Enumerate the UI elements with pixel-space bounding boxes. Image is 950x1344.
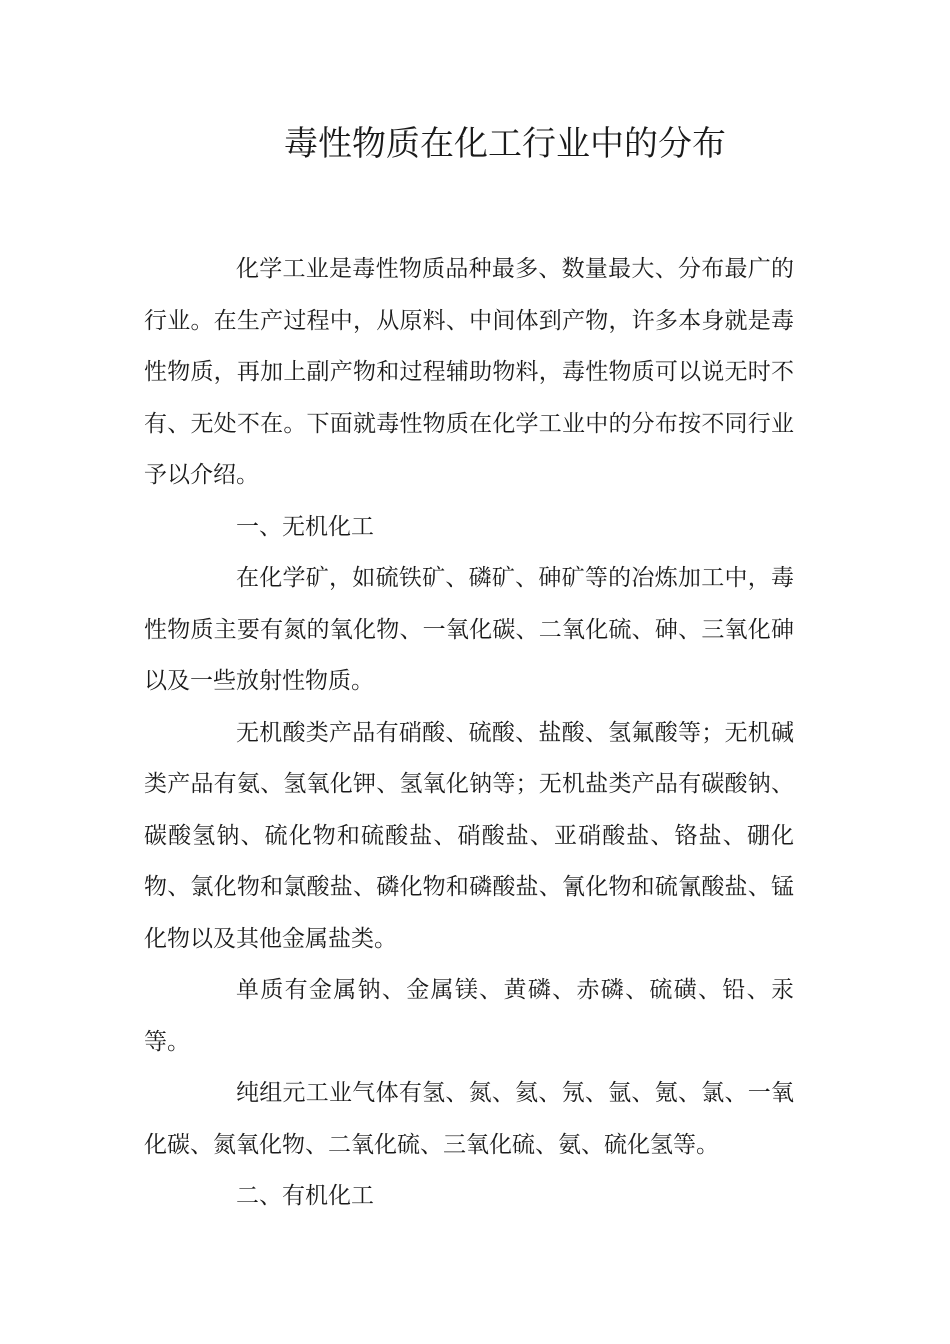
document-title: 毒性物质在化工行业中的分布 bbox=[284, 124, 726, 164]
paragraph-chemical-ore: 在化学矿，如硫铁矿、磷矿、砷矿等的冶炼加工中，毒性物质主要有氮的氧化物、一氧化碳、二氧化硫、砷、三氧化砷以及一些放射性物质。 bbox=[144, 565, 794, 694]
paragraph-inorganic-products: 无机酸类产品有硝酸、硫酸、盐酸、氢氟酸等；无机碱类产品有氨、氢氧化钾、氢氧化钠等；无机盐类产品有碳酸钠、碳酸氢钠、硫化物和硫酸盐、硝酸盐、亚硝酸盐、铬盐、硼化物、氯化物和氯酸盐、磷化物和磷酸盐、氰化物和硫氰酸盐、锰化物以及其他金属盐类。 bbox=[144, 719, 794, 952]
intro-paragraph: 化学工业是毒性物质品种最多、数量最大、分布最广的行业。在生产过程中，从原料、中间体到产物，许多本身就是毒性物质，再加上副产物和过程辅助物料，毒性物质可以说无时不有、无处不在。下面就毒性物质在化学工业中的分布按不同行业予以介绍。 bbox=[144, 256, 794, 488]
section-heading-organic: 二、有机化工 bbox=[236, 1183, 374, 1209]
paragraph-industrial-gases: 纯组元工业气体有氢、氮、氦、氖、氩、氪、氯、一氧化碳、氮氧化物、二氧化硫、三氧化硫、氨、硫化氢等。 bbox=[144, 1080, 794, 1158]
document-body bbox=[144, 244, 794, 1223]
section-heading-inorganic: 一、无机化工 bbox=[236, 513, 374, 540]
paragraph-elements: 单质有金属钠、金属镁、黄磷、赤磷、硫磺、铅、汞等。 bbox=[144, 977, 794, 1055]
